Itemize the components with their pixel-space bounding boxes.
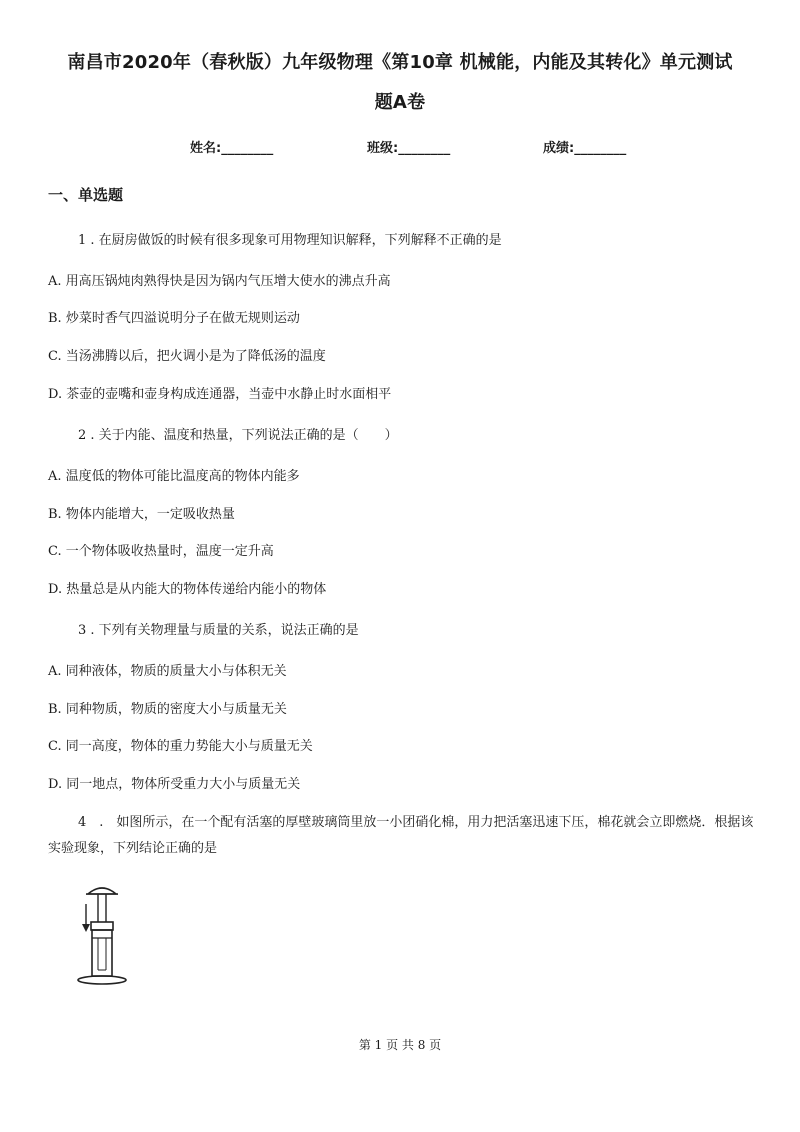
question-1-option-c: C. 当汤沸腾以后，把火调小是为了降低汤的温度 xyxy=(48,349,326,364)
glass-cylinder xyxy=(92,930,112,976)
page-title-line1: 南昌市2020年（春秋版）九年级物理《第10章 机械能，内能及其转化》单元测试 xyxy=(67,52,733,73)
question-3-option-c: C. 同一高度，物体的重力势能大小与质量无关 xyxy=(48,739,313,754)
question-3-option-d: D. 同一地点，物体所受重力大小与质量无关 xyxy=(48,777,301,792)
page-title-line2: 题A卷 xyxy=(374,92,426,113)
question-1-option-a: A. 用高压锅炖肉熟得快是因为锅内气压增大使水的沸点升高 xyxy=(48,274,391,289)
question-1-stem: 1 . 在厨房做饭的时候有很多现象可用物理知识解释，下列解释不正确的是 xyxy=(78,233,502,248)
question-2-option-a: A. 温度低的物体可能比温度高的物体内能多 xyxy=(48,469,300,484)
class-field: 班级:________ xyxy=(367,141,451,156)
name-field: 姓名:________ xyxy=(190,141,274,156)
question-3-option-a: A. 同种液体，物质的质量大小与体积无关 xyxy=(48,664,287,679)
question-2-option-b: B. 物体内能增大，一定吸收热量 xyxy=(48,507,235,522)
question-1-option-d: D. 茶壶的壶嘴和壶身构成连通器，当壶中水静止时水面相平 xyxy=(48,387,392,402)
score-field: 成绩:________ xyxy=(543,141,627,156)
question-4-stem: 4 . 如图所示，在一个配有活塞的厚壁玻璃筒里放一小团硝化棉，用力把活塞迅速下压，棉花就会立即燃烧．根据该实验现象，下列结论正确的是 xyxy=(48,815,754,856)
cylinder-base xyxy=(78,976,126,984)
question-1-option-b: B. 炒菜时香气四溢说明分子在做无规则运动 xyxy=(48,311,300,326)
piston-cylinder-figure xyxy=(74,882,134,988)
question-2-option-d: D. 热量总是从内能大的物体传递给内能小的物体 xyxy=(48,582,327,597)
page-footer: 第 1 页 共 8 页 xyxy=(358,1038,442,1052)
question-3-stem: 3 . 下列有关物理量与质量的关系，说法正确的是 xyxy=(78,623,359,638)
section-title: 一、单选题 xyxy=(48,186,124,204)
question-2-option-c: C. 一个物体吸收热量时，温度一定升高 xyxy=(48,544,274,559)
piston-handle-icon xyxy=(88,888,116,894)
question-2-stem: 2 . 关于内能、温度和热量，下列说法正确的是（ ） xyxy=(78,428,398,443)
question-3-option-b: B. 同种物质，物质的密度大小与质量无关 xyxy=(48,702,287,717)
